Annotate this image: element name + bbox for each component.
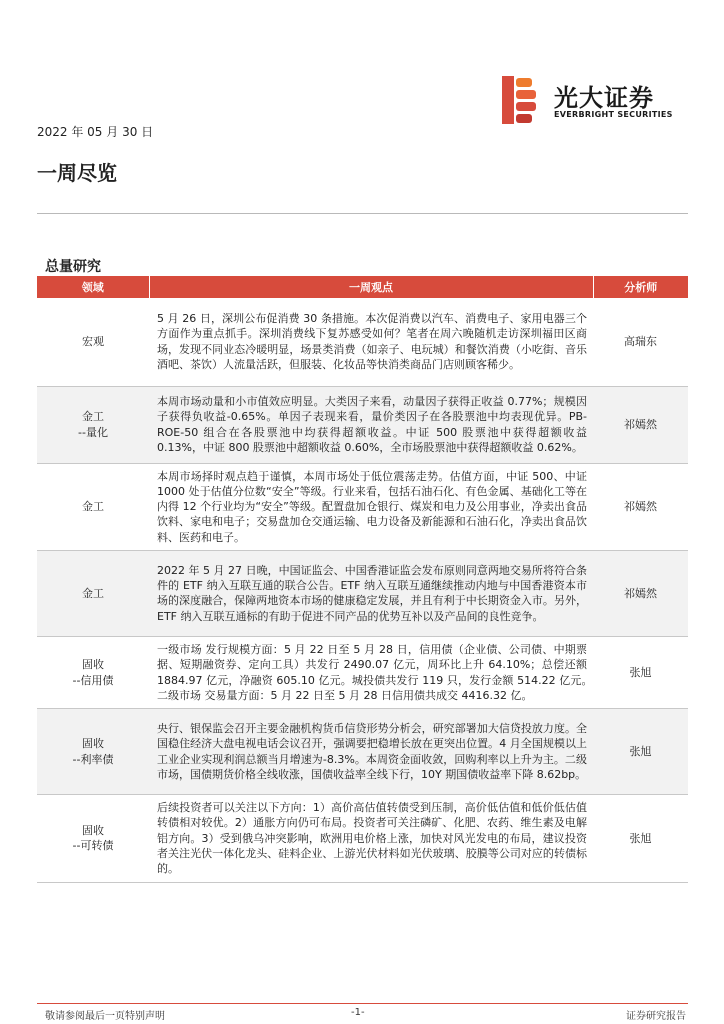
logo-name-en: EVERBRIGHT SECURITIES: [554, 110, 673, 119]
table-row: [37, 795, 688, 882]
footer-divider: [37, 1003, 688, 1004]
row-analyst: 张旭: [593, 709, 688, 795]
table-row: [37, 550, 688, 636]
table-row: [37, 463, 688, 550]
logo-mark-icon: [502, 76, 542, 124]
row-field: 宏观: [37, 298, 149, 386]
table-header-row: [37, 276, 688, 298]
row-view: 本周市场择时观点趋于谨慎，本周市场处于低位震荡走势。估值方面，中证 500、中证 1000 处于估值分位数“安全”等级。行业来看，包括石油石化、有色金属、基础化工等在内得 12 个行业均为“安全”等级。配置盘加仓银行、煤炭和电力及公用事业，净卖出食品饮料、家电和电子；交易盘加仓交通运输、电力设备及新能源和石油石化，净卖出食品饮料、医药和电子。: [149, 463, 593, 550]
table-row: [37, 709, 688, 795]
table-row: [37, 386, 688, 463]
row-view: 5 月 26 日，深圳公布促消费 30 条措施。本次促消费以汽车、消费电子、家用电器三个方面作为重点抓手。深圳消费线下复苏感受如何？笔者在周六晚随机走访深圳福田区商场，发现不同业态冷暖明显，场景类消费（如亲子、电玩城）和餐饮消费（小吃街、音乐酒吧、茶饮）人流量活跃，但服装、化妆品等快消类商品门店则顾客稀少。: [149, 298, 593, 386]
row-view: 后续投资者可以关注以下方向：1）高价高估值转债受到压制，高价低估值和低价低估值转债相对较优。2）通胀方向仍可布局。投资者可关注磷矿、化肥、农药、维生素及电解铝方向。3）受到俄乌冲突影响，欧洲用电价格上涨，加快对风光发电的布局，建议投资者关注光伏一体化龙头、硅料企业、上游光伏材料如光伏玻璃、胶膜等公司对应的转债标的。: [149, 795, 593, 882]
row-field: 金工: [37, 550, 149, 636]
column-header-analyst: 分析师: [593, 276, 688, 298]
row-field: 固收 --利率债: [37, 709, 149, 795]
row-view: 2022 年 5 月 27 日晚，中国证监会、中国香港证监会发布原则同意两地交易所将符合条件的 ETF 纳入互联互通的联合公告。ETF 纳入互联互通继续推动内地与中国香港资本市场的深度融合，保障两地资本市场的健康稳定发展，并且有利于中长期资金入市。另外，ETF 纳入互联互通标的有助于促进不同产品的优势互补以及产品间的良性竞争。: [149, 550, 593, 636]
page-number: -1-: [351, 1007, 365, 1018]
row-analyst: 祁嫣然: [593, 550, 688, 636]
row-analyst: 张旭: [593, 636, 688, 708]
report-date: 2022 年 05 月 30 日: [37, 125, 154, 139]
section-title: 总量研究: [45, 259, 101, 275]
page-title: 一周尽览: [37, 161, 117, 185]
footer-disclaimer: 敬请参阅最后一页特别声明: [45, 1011, 165, 1022]
table-row: [37, 636, 688, 708]
row-analyst: 祁嫣然: [593, 386, 688, 463]
footer-report-type: 证券研究报告: [626, 1011, 686, 1022]
row-field: 金工 --量化: [37, 386, 149, 463]
table-row: [37, 298, 688, 386]
header-divider: [37, 213, 688, 214]
row-analyst: 祁嫣然: [593, 463, 688, 550]
row-view: 一级市场 发行规模方面：5 月 22 日至 5 月 28 日，信用债（企业债、公司债、中期票据、短期融资券、定向工具）共发行 2490.07 亿元，周环比上升 64.10%；总偿还额 1884.97 亿元，净融资 605.10 亿元。城投债共发行 119 只，发行金额 514.22 亿元。 二级市场 交易量方面：5 月 22 日至 5 月 28 日信用债共成交 4416.32 亿。: [149, 636, 593, 708]
row-field: 固收 --信用债: [37, 636, 149, 708]
row-field: 金工: [37, 463, 149, 550]
column-header-field: 领域: [37, 276, 149, 298]
row-field: 固收 --可转债: [37, 795, 149, 882]
row-analyst: 张旭: [593, 795, 688, 882]
logo-name-cn: 光大证券: [554, 84, 654, 112]
research-table: [37, 276, 688, 883]
company-logo: [502, 76, 672, 124]
column-header-view: 一周观点: [149, 276, 593, 298]
row-analyst: 高瑞东: [593, 298, 688, 386]
row-view: 本周市场动量和小市值效应明显。大类因子来看，动量因子获得正收益 0.77%；规模因子获得负收益-0.65%。单因子表现来看，量价类因子在各股票池中均表现优异。PB-ROE-50 组合在各股票池中均获得超额收益。中证 500 股票池中获得超额收益 0.13%，中证 800 股票池中超额收益 0.60%，全市场股票池中获得超额收益 0.62%。: [149, 386, 593, 463]
row-view: 央行、银保监会召开主要金融机构货币信贷形势分析会，研究部署加大信贷投放力度。全国稳住经济大盘电视电话会议召开，强调要把稳增长放在更突出位置。4 月全国规模以上工业企业实现利润总额当月增速为-8.3%。本周资金面收敛，回购利率以上升为主。二级市场，国债期货价格全线收涨，国债收益率全线下行，10Y 期国债收益率下降 8.62bp。: [149, 709, 593, 795]
